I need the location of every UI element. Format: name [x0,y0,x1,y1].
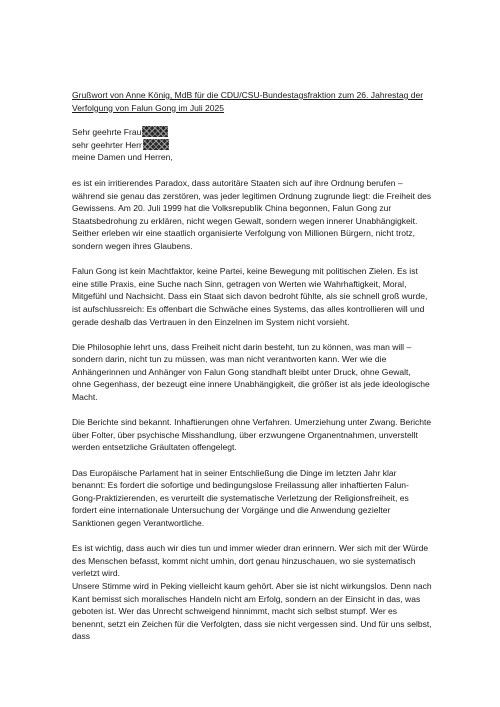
salutation-line-3: meine Damen und Herren, [72,152,173,163]
salutation-line-1 [72,126,432,139]
salutation-text-2: sehr geehrter Herr [72,139,142,150]
salutation-line-2 [72,139,432,152]
document-body [72,89,432,656]
paragraph-3: Die Philosophie lehrt uns, dass Freiheit nicht darin besteht, tun zu können, was man will – sondern darin, nicht tun zu müssen, was man nicht verantworten kann. Wer wie die Anhängerinnen und Anhänger von Falun Gong standhaft bleibt unter Druck, ohne Gewalt, ohne Gegenhass, der bezeugt eine innere Unabhängigkeit, die größer ist als jede ideologische Macht. [72,341,430,403]
salutation-text-1: Sehr geehrte Frau [72,127,142,138]
paragraph-5: Das Europäische Parlament hat in seiner Entschließung die Dinge im letzten Jahr klar benannt: Es fordert die sofortige und bedingungslose Freilassung aller inhaftierten Falun-Gong-Praktizierenden, es verurteilt die systematische Verletzung der Religionsfreiheit, es fordert eine internationale Untersuchung der Vorgänge und die Anwendung gezielter Sanktionen gegen Verantwortliche. [72,467,409,528]
document-title: Grußwort von Anne König, MdB für die CDU/CSU-Bundestagsfraktion zum 26. Jahrestag der Verfolgung von Falun Gong im Juli 2025 [72,90,424,113]
paragraph-2: Falun Gong ist kein Machtfaktor, keine Partei, keine Bewegung mit politischen Zielen. Es ist eine stille Praxis, eine Suche nach Sinn, getragen von Werten wie Wahrhaftigkeit, Moral, Mitgefühl und Nachsicht. Dass ein Staat sich davon bedroht fühlte, als sie schnell groß wurde, ist aufschlussreich: Es offenbart die Schwäche eines Systems, das alles kontrollieren will und gerade deshalb das Vertrauen in den Einzelnen im System nicht vorsieht. [72,266,428,327]
paragraph-6: Es ist wichtig, dass auch wir dies tun und immer wieder dran erinnern. Wer sich mit der Würde des Menschen befasst, kommt nicht umhin, dort genau hinzuschauen, wo sie systematisch verletzt wird. [72,543,429,579]
paragraph-1: es ist ein irritierendes Paradox, dass autoritäre Staaten sich auf ihre Ordnung berufen – während sie genau das zerstören, was jeder legitimen Ordnung zugrunde liegt: die Freiheit des Gewissens. Am 20. Juli 1999 hat die Volksrepublik China begonnen, Falun Gong zur Staatsbedrohung zu erklären, nicht wegen Gewalt, sondern wegen innerer Unabhängigkeit. Seither erleben wir eine staatlich organisierte Verfolgung von Millionen Bürgern, nicht trotz, sondern wegen ihres Glaubens. [72,177,432,251]
paragraph-7: Unsere Stimme wird in Peking vielleicht kaum gehört. Aber sie ist nicht wirkungslos. Denn nach Kant bemisst sich moralisches Handeln nicht am Erfolg, sondern an der Einsicht in das, was geboten ist. Wer das Unrecht schweigend hinnimmt, macht sich selbst stumpf. Wer es benennt, setzt ein Zeichen für die Verfolgten, dass sie nicht vergessen sind. Und für uns selbst, dass [72,580,432,642]
redacted-name-1 [142,126,168,137]
redacted-name-2 [143,139,169,150]
salutation-block [72,126,432,164]
paragraph-4: Die Berichte sind bekannt. Inhaftierungen ohne Verfahren. Umerziehung unter Zwang. Berichte über Folter, über psychische Misshandlung, über erzwungene Organentnahmen, unverstellt werden entsetzliche Gräultaten offengelegt. [72,417,432,453]
